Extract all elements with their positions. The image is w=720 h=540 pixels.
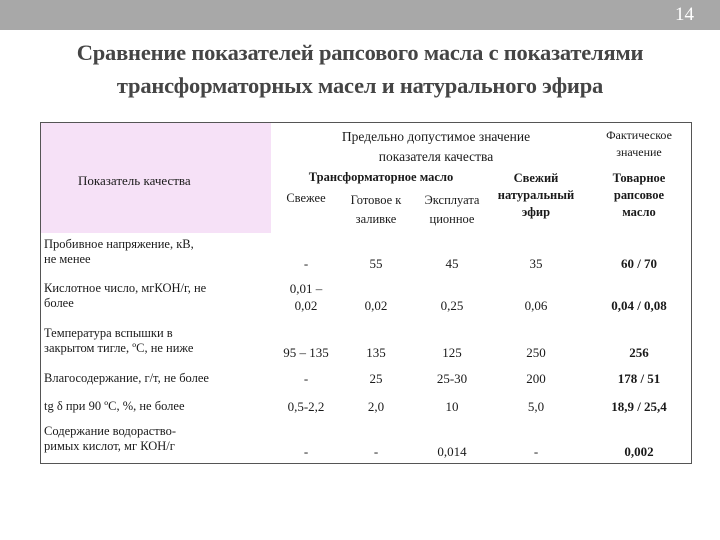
row-label-breakdown-voltage	[44, 237, 269, 267]
quality-indicator-header: Показатель качества	[78, 173, 191, 188]
fresh-oil-header: Свежее	[286, 191, 326, 205]
row-label-line-1: Пробивное напряжение, кВ,	[44, 237, 194, 251]
row-label-moisture: Влагосодержание, г/т, не более	[44, 371, 209, 385]
comparison-table	[40, 122, 692, 464]
row-label-line-1: Кислотное число, мгКОН/г, не	[44, 281, 207, 295]
cell-natural-ester: 250	[526, 345, 546, 360]
cell-rapeseed: 256	[629, 345, 649, 360]
row-label-acid-number	[44, 281, 272, 311]
cell-operational: 10	[445, 399, 459, 414]
cell-operational: 125	[442, 345, 462, 360]
row-label-line-1: Содержание водораство-	[44, 424, 176, 438]
actual-header-line-1: Фактическое	[606, 128, 672, 142]
cell-natural-ester: 0,06	[524, 298, 548, 313]
rapeseed-line-1: Товарное	[612, 171, 666, 185]
cell-ready: 135	[366, 345, 386, 360]
transformer-oil-header: Трансформаторное масло	[308, 170, 454, 184]
title-line-2: трансформаторных масел и натурального эфира	[116, 73, 604, 98]
cell-ready: 0,02	[364, 298, 388, 313]
rapeseed-line-2: рапсовое	[613, 188, 665, 202]
row-label-line-2: римых кислот, мг КОН/г	[44, 439, 175, 453]
row-label-water-soluble-acids	[44, 424, 272, 454]
cell-fresh-line-2: 0,02	[294, 298, 318, 313]
cell-natural-ester: 35	[529, 256, 543, 271]
natural-ester-line-1: Свежий	[513, 171, 559, 185]
rapeseed-oil-header	[589, 170, 689, 221]
row-label-line-2: не менее	[44, 252, 91, 266]
row-label-flash-point	[44, 326, 272, 356]
cell-fresh	[275, 280, 337, 314]
row-label-line-1: Температура вспышки в	[44, 326, 173, 340]
ready-header-line-1: Готовое к	[350, 193, 402, 207]
row-label-line-2: более	[44, 296, 74, 310]
cell-ready: 25	[369, 371, 383, 386]
slide-title	[0, 36, 720, 102]
page-number: 14	[675, 4, 694, 25]
actual-value-header	[589, 127, 689, 161]
cell-fresh: 95 – 135	[283, 345, 329, 360]
cell-fresh: -	[303, 444, 309, 459]
operational-header-line-1: Эксплуата	[424, 193, 480, 207]
operational-oil-header	[415, 191, 489, 229]
cell-operational: 45	[445, 256, 459, 271]
operational-header-line-2: ционное	[429, 212, 475, 226]
rapeseed-line-3: масло	[622, 205, 656, 219]
cell-fresh: -	[303, 256, 309, 271]
natural-ester-line-3: эфир	[521, 205, 551, 219]
cell-natural-ester: 5,0	[527, 399, 545, 414]
cell-fresh: -	[303, 371, 309, 386]
ready-oil-header	[337, 191, 415, 229]
cell-ready: 55	[369, 256, 383, 271]
row-label-line-2: закрытом тигле, ºС, не ниже	[44, 341, 194, 355]
cell-natural-ester: -	[533, 444, 539, 459]
cell-operational: 0,014	[437, 444, 467, 459]
cell-rapeseed: 0,04 / 0,08	[611, 298, 667, 313]
cell-operational: 0,25	[440, 298, 464, 313]
cell-rapeseed: 60 / 70	[620, 256, 658, 271]
limit-header-line-1: Предельно допустимое значение	[341, 129, 531, 144]
cell-rapeseed: 178 / 51	[617, 371, 661, 386]
cell-fresh: 0,5-2,2	[287, 399, 325, 414]
natural-ester-header	[486, 170, 586, 221]
cell-ready: -	[373, 444, 379, 459]
title-line-1: Сравнение показателей рапсового масла с показателями	[76, 40, 644, 65]
cell-rapeseed: 18,9 / 25,4	[611, 399, 667, 414]
cell-fresh-line-1: 0,01 –	[289, 281, 323, 296]
natural-ester-line-2: натуральный	[497, 188, 575, 202]
limit-header-line-2: показателя качества	[378, 149, 494, 164]
actual-header-line-2: значение	[616, 145, 662, 159]
cell-ready: 2,0	[367, 399, 385, 414]
limit-value-header	[296, 127, 576, 167]
row-label-tan-delta: tg δ при 90 ºС, %, не более	[44, 399, 185, 413]
ready-header-line-2: заливке	[355, 212, 397, 226]
cell-rapeseed: 0,002	[624, 444, 654, 459]
slide-header-bar	[0, 0, 720, 30]
cell-natural-ester: 200	[526, 371, 546, 386]
cell-operational: 25-30	[436, 371, 468, 386]
